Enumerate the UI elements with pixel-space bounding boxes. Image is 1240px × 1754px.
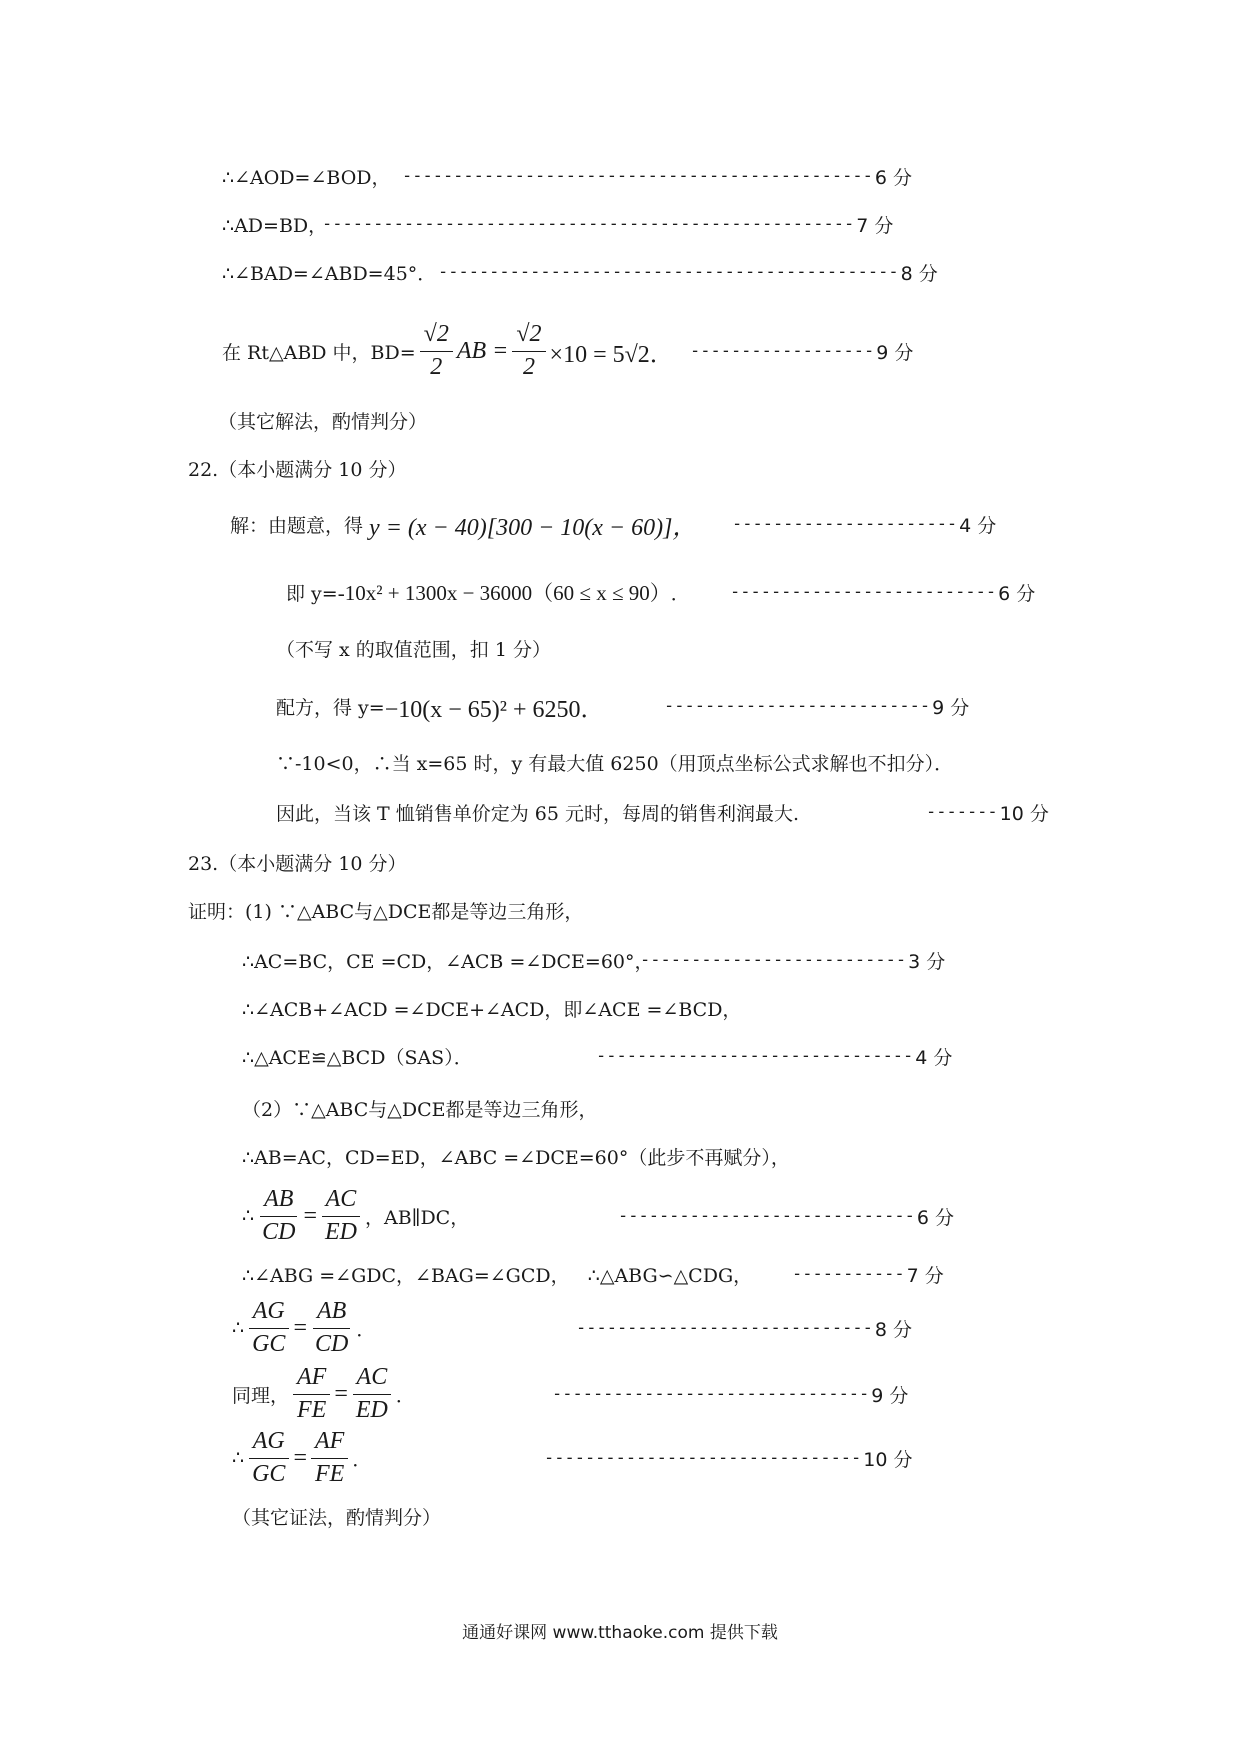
step-text: 同理， — [232, 1384, 290, 1407]
fraction-numerator: √2 — [420, 321, 453, 352]
proof-step-bd-value — [222, 320, 674, 380]
score-marker — [730, 572, 1035, 612]
dash-leader: ------------------------------- — [544, 1448, 862, 1468]
fraction-numerator: AG — [249, 1428, 289, 1459]
fraction-numerator: √2 — [512, 321, 545, 352]
proof-step-bad-abd — [222, 252, 436, 292]
proof-23-part2-sides — [242, 1136, 790, 1176]
score-label: 9 分 — [932, 696, 970, 719]
fraction-denominator: 2 — [430, 353, 443, 380]
proof-23-part1-premise — [188, 890, 583, 930]
score-label: 8 分 — [874, 1318, 912, 1341]
proof-23-angle-sum — [242, 988, 741, 1028]
fraction-numerator: AB — [313, 1298, 350, 1329]
fraction — [258, 1186, 299, 1246]
note-other-methods — [218, 400, 427, 440]
fraction-denominator: GC — [252, 1460, 286, 1487]
score-marker — [322, 204, 893, 244]
step-text: ∴△ACE≌△BCD（SAS）． — [242, 1046, 473, 1069]
proof-23-ratio-ab-cd — [242, 1185, 470, 1245]
dash-leader: ------------------------------- — [552, 1384, 870, 1404]
step-text: 即 y= — [286, 582, 338, 605]
score-marker — [926, 792, 1049, 832]
proof-23-ratio-ag-gc — [232, 1297, 376, 1357]
equals-sign: = — [293, 1444, 307, 1471]
score-marker — [732, 504, 996, 544]
step-text: ∴ — [242, 1205, 255, 1227]
step-text: 因此，当该 T 恤销售单价定为 65 元时，每周的销售利润最大. — [276, 802, 800, 825]
score-label: 4 分 — [959, 514, 997, 537]
fraction-denominator: FE — [297, 1396, 327, 1423]
fraction-denominator: 2 — [522, 353, 535, 380]
step-text: ． — [395, 1384, 415, 1407]
fraction-numerator: AF — [293, 1364, 330, 1395]
step-text: ． — [352, 1448, 372, 1471]
fraction-denominator: ED — [355, 1396, 388, 1423]
score-marker — [402, 156, 912, 196]
score-marker — [552, 1374, 908, 1414]
proof-step-ad-bd — [222, 204, 327, 244]
step-text: ∴∠BAD=∠ABD=45°． — [222, 262, 437, 285]
score-marker — [690, 331, 913, 371]
step-text: ∴AC=BC，CE =CD，∠ACB =∠DCE=60°， — [242, 950, 654, 973]
step-text: ∴ — [232, 1317, 245, 1339]
fraction — [321, 1186, 361, 1246]
fraction-numerator: AC — [322, 1186, 361, 1217]
solution-22-expanded — [286, 572, 690, 612]
proof-23-part2-premise — [242, 1088, 598, 1128]
page-footer: 通通好课网 www.tthaoke.com 提供下载 — [462, 1623, 778, 1643]
fraction-numerator: AF — [311, 1428, 348, 1459]
score-label: 6 分 — [874, 166, 912, 189]
dash-leader: ---------------------- — [732, 514, 958, 534]
note-text: （不写 x 的取值范围，扣 1 分） — [276, 638, 551, 661]
note-text: （其它解法，酌情判分） — [218, 410, 428, 433]
fraction-denominator: CD — [262, 1218, 296, 1245]
note-text: （其它证法，酌情判分） — [232, 1506, 442, 1529]
score-label: 10 分 — [999, 802, 1049, 825]
step-text: （2）∵△ABC与△DCE都是等边三角形， — [242, 1098, 598, 1121]
fraction — [248, 1298, 289, 1358]
proof-step-aod-bod — [222, 156, 391, 196]
dash-leader: ---------------------------------------------------- — [322, 214, 855, 234]
proof-23-congruence — [242, 1036, 473, 1076]
question-23-heading — [188, 842, 406, 882]
solution-22-conclusion — [276, 792, 799, 832]
step-text: ∵-10<0，∴当 x=65 时，y 有最大值 6250（用顶点坐标公式求解也不扣分）． — [276, 752, 954, 775]
solution-22-equation — [230, 504, 696, 544]
score-label: 6 分 — [916, 1206, 954, 1229]
dash-leader: ----------------------------- — [618, 1206, 915, 1226]
score-label: 10 分 — [863, 1448, 913, 1471]
step-text: ∴∠ABG =∠GDC，∠BAG=∠GCD， ∴△ABG∽△CDG， — [242, 1264, 753, 1287]
fraction — [311, 1298, 352, 1358]
fraction-numerator: AG — [249, 1298, 289, 1329]
dash-leader: -------------------------- — [730, 582, 997, 602]
score-marker — [640, 940, 945, 980]
fraction-denominator: FE — [314, 1460, 345, 1487]
fraction — [420, 321, 453, 381]
step-text: ． — [356, 1318, 376, 1341]
step-text: 配方，得 y= — [276, 696, 385, 719]
score-label: 7 分 — [856, 214, 894, 237]
dash-leader: --------------------------------------------- — [438, 262, 899, 282]
step-text: 解：由题意，得 — [230, 514, 370, 537]
dash-leader: ---------------------------------------------- — [402, 166, 873, 186]
step-text: ． — [670, 582, 690, 605]
fraction — [293, 1364, 330, 1424]
equals-sign: = — [303, 1202, 317, 1229]
score-label: 8 分 — [900, 262, 938, 285]
math-expression: ×10 = 5√2． — [549, 341, 674, 368]
score-label: 3 分 — [908, 950, 946, 973]
score-marker — [596, 1036, 952, 1076]
step-text: ∴∠ACB+∠ACD =∠DCE+∠ACD，即∠ACE =∠BCD， — [242, 998, 742, 1021]
fraction-denominator: CD — [314, 1330, 349, 1357]
fraction — [512, 321, 545, 381]
note-domain-deduction — [276, 628, 551, 668]
math-expression: AB = — [456, 337, 509, 364]
score-marker — [544, 1438, 913, 1478]
dash-leader: ----------------------------- — [576, 1318, 873, 1338]
solution-22-maximum — [276, 742, 953, 782]
fraction — [248, 1428, 289, 1488]
score-marker — [664, 686, 969, 726]
fraction — [311, 1428, 348, 1488]
dash-leader: ------------------ — [690, 341, 875, 361]
step-text: ，AB∥DC， — [364, 1206, 470, 1229]
dash-leader: -------------------------- — [640, 950, 907, 970]
score-marker — [576, 1308, 912, 1348]
math-expression: −10(x − 65)² + 6250． — [384, 696, 605, 723]
score-label: 9 分 — [871, 1384, 909, 1407]
equals-sign: = — [293, 1314, 307, 1341]
proof-23-conclusion — [232, 1427, 372, 1487]
question-22-heading — [188, 448, 406, 488]
score-label: 7 分 — [906, 1264, 944, 1287]
score-marker — [618, 1196, 954, 1236]
heading-text: 23.（本小题满分 10 分） — [188, 852, 407, 875]
score-marker — [438, 252, 938, 292]
proof-23-equal-sides — [242, 940, 654, 980]
step-text: 在 Rt△ABD 中，BD= — [222, 341, 416, 364]
fraction-denominator: ED — [324, 1218, 357, 1245]
step-text: ∴AD=BD， — [222, 214, 328, 237]
fraction — [352, 1364, 392, 1424]
heading-text: 22.（本小题满分 10 分） — [188, 458, 407, 481]
math-expression: -10x² + 1300x − 36000（60 ≤ x ≤ 90） — [337, 581, 671, 605]
dash-leader: ------------------------------- — [596, 1046, 914, 1066]
step-text: ∴∠AOD=∠BOD， — [222, 166, 391, 189]
score-label: 4 分 — [915, 1046, 953, 1069]
fraction-numerator: AB — [260, 1186, 297, 1217]
fraction-denominator: GC — [252, 1330, 286, 1357]
math-expression: y = (x − 40)[300 − 10(x − 60)]， — [369, 514, 697, 541]
fraction-numerator: AC — [353, 1364, 392, 1395]
dash-leader: ----------- — [792, 1264, 905, 1284]
proof-23-ratio-af-fe — [232, 1363, 415, 1423]
step-text: ∴AB=AC，CD=ED，∠ABC =∠DCE=60°（此步不再赋分）， — [242, 1146, 790, 1169]
equals-sign: = — [334, 1380, 348, 1407]
step-text: ∴ — [232, 1447, 245, 1469]
dash-leader: ------- — [926, 802, 998, 822]
score-label: 9 分 — [876, 341, 914, 364]
score-label: 6 分 — [998, 582, 1036, 605]
step-text: 证明：(1) ∵△ABC与△DCE都是等边三角形， — [188, 900, 584, 923]
proof-23-similarity — [242, 1254, 752, 1294]
score-marker — [792, 1254, 944, 1294]
solution-22-completing-square — [276, 686, 605, 726]
note-other-proofs — [232, 1496, 441, 1536]
dash-leader: -------------------------- — [664, 696, 931, 716]
